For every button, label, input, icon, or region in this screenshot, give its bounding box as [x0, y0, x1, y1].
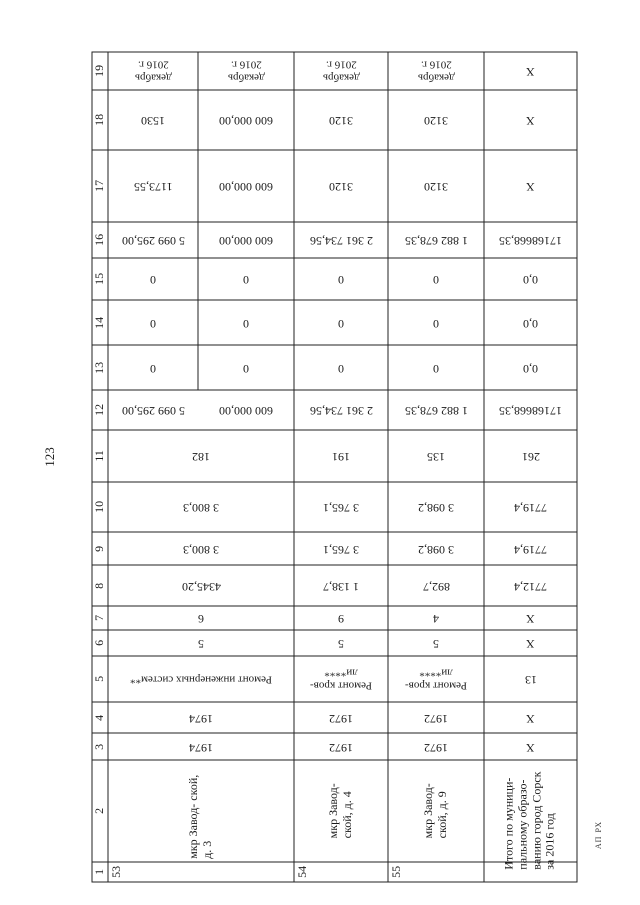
- total-col3: X: [526, 740, 535, 755]
- total-col18: X: [526, 113, 535, 128]
- total-col11: 261: [521, 449, 540, 464]
- cell-col4: 1972: [329, 711, 353, 726]
- address: мкр Завод- ской, д. 4: [326, 783, 354, 839]
- col-num-6: 6: [92, 639, 107, 646]
- cell-col6: 5: [433, 636, 439, 651]
- cell-col19: декабрь 2016 г.: [134, 59, 172, 84]
- cell-col3: 1972: [329, 740, 353, 755]
- cell-col17: 3120: [424, 179, 448, 194]
- total-col16: 17168668,35: [499, 233, 562, 248]
- row-number: 54: [295, 865, 310, 878]
- cell-col18: 3120: [424, 113, 448, 128]
- total-col15: 0,0: [523, 272, 538, 287]
- col-num-16: 16: [92, 233, 107, 246]
- col-num-3: 3: [92, 743, 107, 750]
- cell-col13: 0: [433, 361, 439, 376]
- cell-col17: 1173,55: [133, 179, 173, 194]
- cell-col11: 191: [332, 449, 350, 464]
- cell-col18-b: 600 000,00: [219, 113, 273, 128]
- col-num-8: 8: [92, 582, 107, 589]
- cell-col4: 1974: [189, 711, 213, 726]
- col-num-13: 13: [92, 361, 107, 374]
- cell-col5: Ремонт кров- ли****: [310, 667, 372, 692]
- cell-col19-b: декабрь 2016 г.: [227, 59, 265, 84]
- row-number: 55: [389, 865, 404, 878]
- cell-col15: 0: [338, 272, 344, 287]
- total-col9: 7719,4: [514, 542, 547, 557]
- cell-col15-b: 0: [243, 272, 249, 287]
- cell-col13: 0: [338, 361, 344, 376]
- cell-col10: 3 800,3: [183, 500, 219, 515]
- cell-col15: 0: [433, 272, 439, 287]
- cell-col7: 9: [338, 611, 344, 626]
- footer-mark: АП РХ: [593, 820, 603, 850]
- cell-col10: 3 098,2: [418, 500, 454, 515]
- col-num-11: 11: [92, 450, 107, 462]
- cell-col5: Ремонт кров- ли****: [405, 667, 467, 692]
- cell-col16: 2 361 734,56: [309, 233, 373, 248]
- cell-col17: 3120: [329, 179, 353, 194]
- col-num-1: 1: [92, 868, 107, 875]
- cell-col11: 182: [192, 449, 210, 464]
- row-number: 53: [109, 865, 124, 878]
- cell-col13: 0: [150, 361, 156, 376]
- cell-col18: 1530: [141, 113, 165, 128]
- cell-col16-b: 600 000,00: [219, 233, 273, 248]
- total-label: Итого по муници- пальному образо- ванию город Сорск за 2016 год: [501, 771, 558, 871]
- total-col5: 13: [524, 672, 537, 687]
- cell-col16: 5 099 295,00: [121, 233, 185, 248]
- col-num-10: 10: [92, 500, 107, 513]
- col-num-14: 14: [92, 316, 107, 329]
- cell-col9: 3 800,3: [183, 542, 219, 557]
- total-col10: 7719,4: [514, 500, 547, 515]
- col-num-15: 15: [92, 272, 107, 285]
- cell-col8: 1 138,7: [323, 579, 359, 594]
- cell-col7: 4: [433, 611, 439, 626]
- cell-col12: 1 882 678,35: [404, 403, 468, 418]
- cell-col14: 0: [433, 316, 439, 331]
- col-num-17: 17: [92, 179, 107, 192]
- col-num-18: 18: [92, 113, 107, 126]
- total-col17: X: [526, 179, 535, 194]
- total-col4: X: [526, 711, 535, 726]
- cell-col9: 3 765,1: [323, 542, 359, 557]
- cell-col15: 0: [150, 272, 156, 287]
- total-col12: 17168668,35: [499, 403, 562, 418]
- address: мкр Завод- ской, д. 9: [421, 783, 449, 839]
- total-col13: 0,0: [523, 361, 538, 376]
- cell-col19: декабрь 2016 г.: [322, 59, 360, 84]
- total-col6: X: [526, 636, 535, 651]
- cell-col10: 3 765,1: [323, 500, 359, 515]
- total-col19: X: [526, 64, 535, 79]
- col-num-9: 9: [92, 545, 107, 552]
- total-col14: 0,0: [523, 316, 538, 331]
- cell-col3: 1972: [424, 740, 448, 755]
- cell-col7: 6: [198, 611, 204, 626]
- address: мкр Завод- ской, д. 3: [186, 774, 214, 859]
- cell-col4: 1972: [424, 711, 448, 726]
- cell-col8: 892,7: [422, 579, 450, 594]
- total-col8: 7712,4: [514, 579, 547, 594]
- cell-col12: 5 099 295,00: [121, 403, 185, 418]
- cell-col13-b: 0: [243, 361, 249, 376]
- cell-col18: 3120: [329, 113, 353, 128]
- cell-col6: 5: [198, 636, 204, 651]
- col-num-5: 5: [92, 675, 107, 682]
- cell-col14-b: 0: [243, 316, 249, 331]
- cell-col14: 0: [150, 316, 156, 331]
- cell-col3: 1974: [189, 740, 213, 755]
- col-num-2: 2: [92, 807, 107, 814]
- cell-col12: 2 361 734,56: [309, 403, 373, 418]
- col-num-7: 7: [92, 614, 107, 621]
- cell-col9: 3 098,2: [418, 542, 454, 557]
- page-number: 123: [42, 447, 57, 467]
- cell-col16: 1 882 678,35: [404, 233, 468, 248]
- cell-col8: 4345,20: [181, 579, 221, 594]
- col-num-19: 19: [92, 64, 107, 77]
- col-num-12: 12: [92, 403, 107, 416]
- cell-col11: 135: [427, 449, 445, 464]
- col-num-4: 4: [92, 714, 107, 721]
- cell-col12-b: 600 000,00: [219, 403, 273, 418]
- cell-col17-b: 600 000,00: [219, 179, 273, 194]
- total-col7: X: [526, 611, 535, 626]
- cell-col19: декабрь 2016 г.: [417, 59, 455, 84]
- cell-col5: Ремонт инженерных систем**: [130, 673, 272, 686]
- cell-col14: 0: [338, 316, 344, 331]
- cell-col6: 5: [338, 636, 344, 651]
